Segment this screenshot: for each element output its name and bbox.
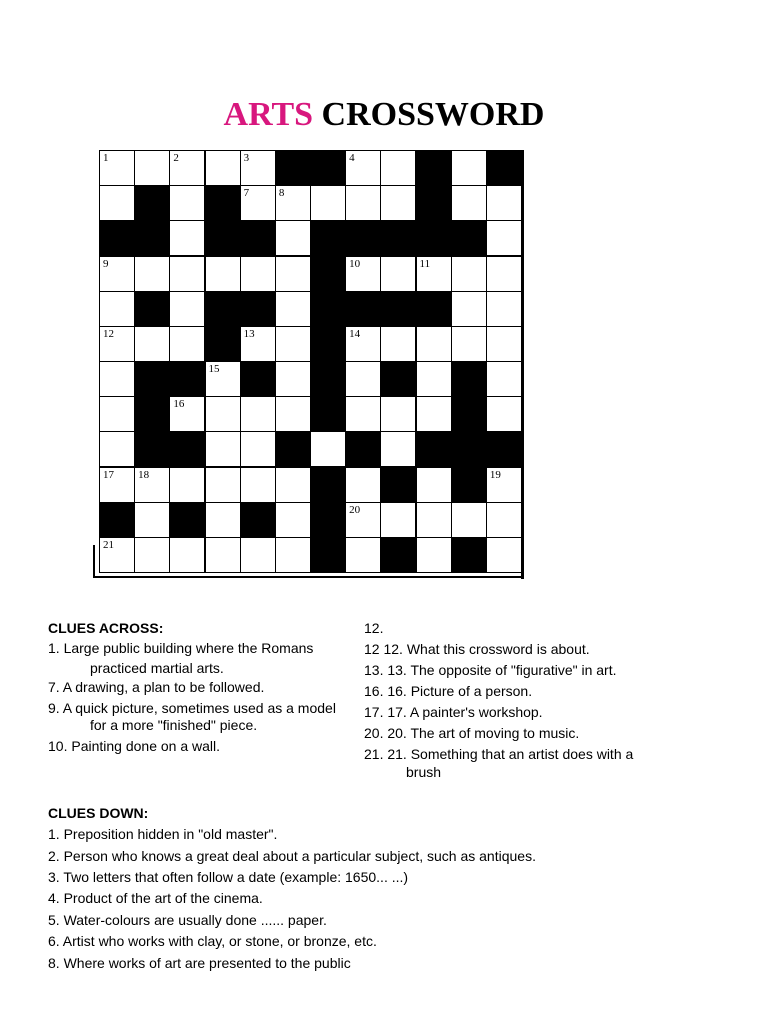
- black-square: [134, 396, 170, 432]
- clue-down-2: 2. Person who knows a great deal about a particular subject, such as antiques.: [48, 848, 536, 864]
- clue-across-17: 17. 17. A painter's workshop.: [364, 704, 543, 720]
- crossword-grid: [99, 150, 521, 572]
- black-square: [310, 220, 346, 256]
- grid-square[interactable]: [451, 256, 487, 292]
- black-square: [380, 291, 416, 327]
- grid-square[interactable]: [451, 185, 487, 221]
- grid-shadow-bottom: [93, 576, 524, 578]
- black-square: [416, 291, 452, 327]
- grid-square[interactable]: [134, 537, 170, 573]
- grid-square[interactable]: [205, 396, 241, 432]
- grid-square[interactable]: [486, 537, 522, 573]
- grid-square[interactable]: [416, 467, 452, 503]
- black-square: [240, 220, 276, 256]
- grid-square[interactable]: [486, 396, 522, 432]
- black-square: [380, 467, 416, 503]
- clue-number: 3: [243, 152, 250, 164]
- black-square: [416, 431, 452, 467]
- grid-square[interactable]: [451, 150, 487, 186]
- grid-square[interactable]: [205, 361, 241, 397]
- grid-square[interactable]: [134, 467, 170, 503]
- black-square: [169, 431, 205, 467]
- black-square: [240, 502, 276, 538]
- black-square: [345, 291, 381, 327]
- grid-square[interactable]: [486, 361, 522, 397]
- black-square: [169, 502, 205, 538]
- grid-square[interactable]: [205, 431, 241, 467]
- black-square: [416, 220, 452, 256]
- clue-number: 12: [103, 327, 114, 340]
- black-square: [205, 220, 241, 256]
- page-title: [0, 96, 768, 134]
- grid-square[interactable]: [345, 256, 381, 292]
- grid-square[interactable]: [275, 326, 311, 362]
- grid-square[interactable]: [416, 256, 452, 292]
- grid-square[interactable]: [380, 150, 416, 186]
- black-square: [310, 467, 346, 503]
- grid-square[interactable]: [169, 256, 205, 292]
- clue-number: 11: [419, 257, 431, 270]
- black-square: [451, 537, 487, 573]
- black-square: [310, 361, 346, 397]
- grid-square[interactable]: [345, 537, 381, 573]
- clue-down-1: 1. Preposition hidden in "old master".: [48, 826, 278, 842]
- grid-square[interactable]: [451, 291, 487, 327]
- black-square: [310, 291, 346, 327]
- grid-square[interactable]: [205, 150, 241, 186]
- clue-down-6: 6. Artist who works with clay, or stone, or bronze, etc.: [48, 933, 377, 949]
- grid-square[interactable]: [134, 502, 170, 538]
- black-square: [310, 150, 346, 186]
- grid-square[interactable]: [99, 431, 135, 467]
- grid-square[interactable]: [134, 326, 170, 362]
- black-square: [240, 291, 276, 327]
- grid-square[interactable]: [169, 537, 205, 573]
- grid-square[interactable]: [416, 361, 452, 397]
- grid-square[interactable]: [275, 220, 311, 256]
- grid-square[interactable]: [99, 396, 135, 432]
- grid-square[interactable]: [275, 467, 311, 503]
- grid-square[interactable]: [380, 185, 416, 221]
- grid-square[interactable]: [416, 396, 452, 432]
- black-square: [169, 361, 205, 397]
- black-square: [134, 291, 170, 327]
- clue-number: 7: [243, 187, 250, 200]
- black-square: [275, 431, 311, 467]
- grid-square[interactable]: [99, 291, 135, 327]
- grid-square[interactable]: [451, 502, 487, 538]
- black-square: [205, 326, 241, 362]
- black-square: [134, 185, 170, 221]
- grid-square[interactable]: [486, 256, 522, 292]
- black-square: [205, 185, 241, 221]
- grid-square[interactable]: [380, 396, 416, 432]
- black-square: [310, 502, 346, 538]
- grid-square[interactable]: [240, 256, 276, 292]
- grid-square[interactable]: [275, 502, 311, 538]
- clue-number: 9: [103, 257, 109, 270]
- grid-square[interactable]: [345, 502, 381, 538]
- clue-across-12-label: 12.: [364, 620, 384, 636]
- grid-square[interactable]: [275, 537, 311, 573]
- clue-number: 15: [208, 363, 220, 375]
- clue-number: 8: [278, 187, 285, 200]
- grid-square[interactable]: [345, 326, 381, 362]
- grid-square[interactable]: [169, 396, 205, 432]
- grid-square[interactable]: [240, 396, 276, 432]
- black-square: [451, 361, 487, 397]
- grid-square[interactable]: [416, 537, 452, 573]
- grid-square[interactable]: [205, 256, 241, 292]
- grid-square[interactable]: [99, 467, 135, 503]
- clue-down-4: 4. Product of the art of the cinema.: [48, 890, 263, 906]
- grid-square[interactable]: [486, 467, 522, 503]
- grid-square[interactable]: [416, 502, 452, 538]
- clue-down-3: 3. Two letters that often follow a date (example: 1650... ...): [48, 869, 409, 885]
- grid-square[interactable]: [310, 431, 346, 467]
- clue-number: 1: [103, 152, 109, 164]
- grid-square[interactable]: [240, 431, 276, 467]
- grid-square[interactable]: [486, 291, 522, 327]
- black-square: [134, 431, 170, 467]
- black-square: [416, 185, 452, 221]
- grid-square[interactable]: [205, 467, 241, 503]
- clues-across-heading: CLUES ACROSS:: [48, 620, 164, 636]
- grid-square[interactable]: [169, 220, 205, 256]
- grid-square[interactable]: [99, 361, 135, 397]
- clue-across-21: 21. 21. Something that an artist does with a brush: [364, 746, 634, 780]
- grid-square[interactable]: [134, 150, 170, 186]
- grid-shadow-left: [93, 545, 95, 578]
- black-square: [310, 256, 346, 292]
- black-square: [486, 150, 522, 186]
- black-square: [205, 291, 241, 327]
- black-square: [310, 537, 346, 573]
- grid-square[interactable]: [134, 256, 170, 292]
- clue-number: 20: [349, 503, 361, 516]
- grid-square[interactable]: [486, 220, 522, 256]
- clue-number: 18: [138, 468, 150, 481]
- grid-square[interactable]: [345, 150, 381, 186]
- clue-number: 13: [243, 327, 255, 340]
- clue-number: 5: [419, 152, 425, 164]
- clue-across-12: 12 12. What this crossword is about.: [364, 641, 590, 657]
- grid-square[interactable]: [380, 326, 416, 362]
- grid-square[interactable]: [99, 537, 135, 573]
- grid-square[interactable]: [169, 185, 205, 221]
- grid-square[interactable]: [240, 326, 276, 362]
- clue-number: 21: [103, 538, 114, 551]
- clue-down-5: 5. Water-colours are usually done ...... paper.: [48, 912, 327, 928]
- grid-square[interactable]: [99, 185, 135, 221]
- black-square: [310, 326, 346, 362]
- title-arts: ARTS: [223, 96, 314, 133]
- grid-square[interactable]: [275, 396, 311, 432]
- black-square: [451, 467, 487, 503]
- grid-square[interactable]: [275, 256, 311, 292]
- black-square: [134, 361, 170, 397]
- black-square: [275, 150, 311, 186]
- clue-number: 4: [349, 152, 355, 164]
- clue-across-13: 13. 13. The opposite of "figurative" in art.: [364, 662, 617, 678]
- grid-square[interactable]: [240, 467, 276, 503]
- clue-across-9: 9. A quick picture, sometimes used as a model for a more "finished" piece.: [48, 700, 336, 733]
- grid-square[interactable]: [416, 326, 452, 362]
- black-square: [451, 220, 487, 256]
- grid-square[interactable]: [99, 150, 135, 186]
- grid-square[interactable]: [240, 185, 276, 221]
- grid-square[interactable]: [486, 185, 522, 221]
- clue-number: 19: [489, 468, 501, 481]
- grid-square[interactable]: [380, 502, 416, 538]
- black-square: [451, 396, 487, 432]
- black-square: [416, 150, 452, 186]
- clue-number: 16: [173, 398, 185, 411]
- black-square: [310, 396, 346, 432]
- clue-number: 17: [103, 468, 114, 481]
- title-crossword: CROSSWORD: [321, 96, 545, 133]
- clue-across-1: 1. Large public building where the Romans practiced martial arts.: [48, 640, 314, 676]
- grid-square[interactable]: [310, 185, 346, 221]
- grid-square[interactable]: [486, 502, 522, 538]
- clue-number: 2: [173, 152, 179, 164]
- grid-square[interactable]: [451, 326, 487, 362]
- grid-square[interactable]: [205, 537, 241, 573]
- grid-square[interactable]: [345, 396, 381, 432]
- black-square: [345, 431, 381, 467]
- clue-number: 6: [489, 152, 496, 164]
- clue-across-7: 7. A drawing, a plan to be followed.: [48, 679, 265, 695]
- grid-square[interactable]: [99, 326, 135, 362]
- black-square: [240, 361, 276, 397]
- black-square: [380, 537, 416, 573]
- grid-square[interactable]: [275, 361, 311, 397]
- clue-across-16: 16. 16. Picture of a person.: [364, 683, 533, 699]
- grid-square[interactable]: [380, 256, 416, 292]
- grid-square[interactable]: [99, 256, 135, 292]
- clue-down-8: 8. Where works of art are presented to the public: [48, 955, 351, 971]
- grid-square[interactable]: [345, 467, 381, 503]
- grid-square[interactable]: [169, 150, 205, 186]
- clue-number: 10: [349, 257, 361, 270]
- clue-across-10: 10. Painting done on a wall.: [48, 738, 221, 754]
- grid-square[interactable]: [275, 291, 311, 327]
- clue-number: 14: [349, 327, 361, 340]
- black-square: [486, 431, 522, 467]
- black-square: [134, 220, 170, 256]
- grid-square[interactable]: [169, 467, 205, 503]
- clues-down-heading: CLUES DOWN:: [48, 805, 149, 821]
- grid-square[interactable]: [345, 361, 381, 397]
- black-square: [380, 361, 416, 397]
- black-square: [451, 431, 487, 467]
- grid-square[interactable]: [345, 185, 381, 221]
- grid-square[interactable]: [240, 537, 276, 573]
- grid-square[interactable]: [169, 291, 205, 327]
- black-square: [99, 502, 135, 538]
- grid-square[interactable]: [205, 502, 241, 538]
- grid-square[interactable]: [275, 185, 311, 221]
- clue-across-20: 20. 20. The art of moving to music.: [364, 725, 580, 741]
- black-square: [345, 220, 381, 256]
- black-square: [380, 220, 416, 256]
- grid-square[interactable]: [240, 150, 276, 186]
- grid-square[interactable]: [169, 326, 205, 362]
- grid-square[interactable]: [380, 431, 416, 467]
- black-square: [99, 220, 135, 256]
- grid-square[interactable]: [486, 326, 522, 362]
